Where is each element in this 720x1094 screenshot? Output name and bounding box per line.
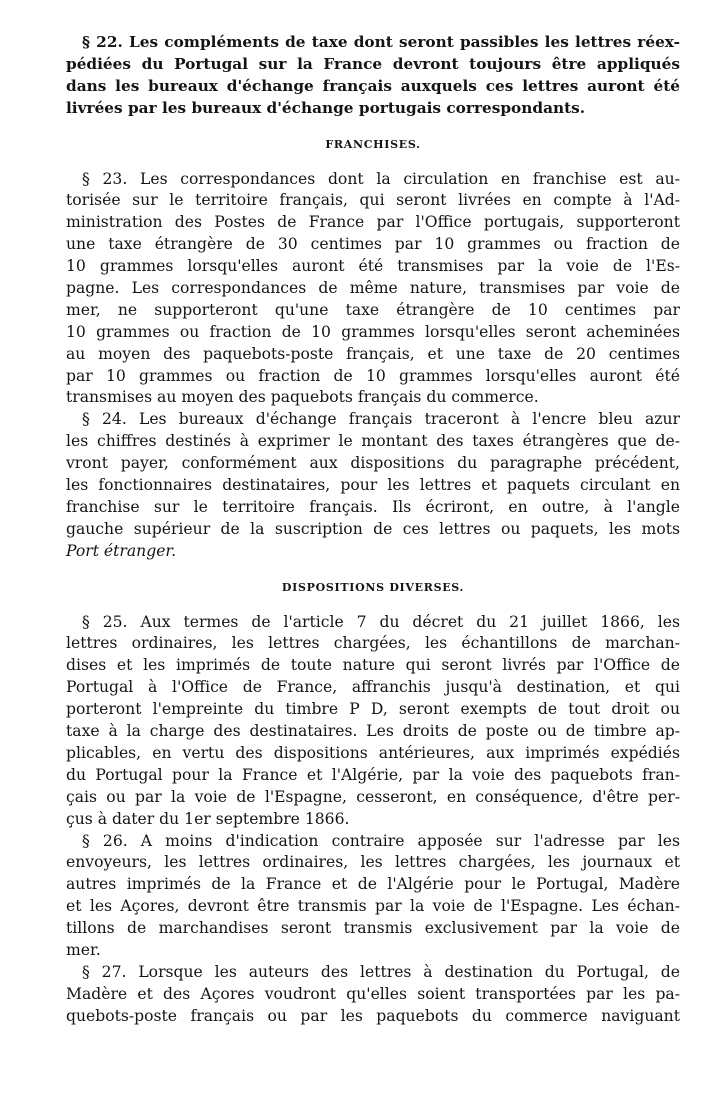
text-line: dises et les imprimés de toute nature qui seront livrés par l'Office de [66,656,680,675]
text-line: porteront l'empreinte du timbre P D, seront exempts de tout droit ou [66,700,680,719]
text-line: du Portugal pour la France et l'Algérie, par la voie des paquebots fran- [66,765,680,784]
text-line: çus à dater du 1er septembre 1866. [66,809,350,828]
text-line: transmises au moyen des paquebots français du commerce. [66,388,539,407]
text-line: § 23. Les correspondances dont la circulation en franchise est au- [82,169,680,188]
paragraph-24 [66,409,680,562]
section-heading-dispositions: DISPOSITIONS DIVERSES. [281,580,465,594]
text-line-italic: Port étranger. [66,541,177,560]
text-line: vront payer, conformément aux dispositions du paragraphe précédent, [66,454,680,473]
text-line: et les Açores, devront être transmis par la voie de l'Espagne. Les échan- [66,897,680,916]
paragraph-23 [66,169,680,410]
text-line: mer. [66,940,101,959]
text-line: une taxe étrangère de 30 centimes par 10 grammes ou fraction de [66,235,680,254]
text-line: § 26. A moins d'indication contraire apposée sur l'adresse par les [82,831,680,850]
text-line: torisée sur le territoire français, qui seront livrées en compte à l'Ad- [66,191,680,210]
text-line: par 10 grammes ou fraction de 10 grammes lorsqu'elles auront été [66,366,680,385]
text-line: § 27. Lorsque les auteurs des lettres à destination du Portugal, de [82,962,680,981]
text-line: 10 grammes ou fraction de 10 grammes lorsqu'elles seront acheminées [66,322,680,341]
paragraph-27 [66,962,680,1028]
text-line: envoyeurs, les lettres ordinaires, les lettres chargées, les journaux et [66,853,680,872]
text-line: Madère et des Açores voudront qu'elles soient transportées par les pa- [66,984,680,1003]
text-line: § 25. Aux termes de l'article 7 du décret du 21 juillet 1866, les [82,612,680,631]
text-line: tillons de marchandises seront transmis exclusivement par la voie de [66,919,680,938]
text-line: § 22. Les compléments de taxe dont seront passibles les lettres réex- [82,33,680,51]
text-line: plicables, en vertu des dispositions antérieures, aux imprimés expédiés [66,743,680,762]
text-line: mer, ne supporteront qu'une taxe étrangère de 10 centimes par [66,300,680,319]
text-line: 10 grammes lorsqu'elles auront été transmises par la voie de l'Es- [66,257,680,276]
section-heading-franchises: FRANCHISES. [325,137,421,151]
text-line: § 24. Les bureaux d'échange français traceront à l'encre bleu azur [82,410,680,429]
text-line: Portugal à l'Office de France, affranchis jusqu'à destination, et qui [66,678,680,697]
document-page [66,32,680,1028]
text-line: les chiffres destinés à exprimer le montant des taxes étrangères que de- [66,432,680,451]
text-line: au moyen des paquebots-poste français, et une taxe de 20 centimes [66,344,680,363]
text-line: les fonctionnaires destinataires, pour les lettres et paquets circulant en [66,476,680,495]
text-line: gauche supérieur de la suscription de ces lettres ou paquets, les mots [66,519,680,538]
text-line: çais ou par la voie de l'Espagne, cesseront, en conséquence, d'être per- [66,787,680,806]
text-line: franchise sur le territoire français. Ils écriront, en outre, à l'angle [66,497,680,516]
text-line: lettres ordinaires, les lettres chargées, les échantillons de marchan- [66,634,680,653]
text-line: quebots-poste français ou par les paquebots du commerce naviguant [66,1006,680,1025]
text-line: livrées par les bureaux d'échange portugais correspondants. [66,98,586,117]
text-line: dans les bureaux d'échange français auxquels ces lettres auront été [66,76,680,95]
text-line: taxe à la charge des destinataires. Les droits de poste ou de timbre ap- [66,722,680,741]
text-line: pagne. Les correspondances de même nature, transmises par voie de [66,279,680,298]
paragraph-26 [66,831,680,962]
paragraph-22 [66,32,680,120]
text-line: pédiées du Portugal sur la France devront toujours être appliqués [66,54,680,73]
paragraph-25 [66,612,680,831]
text-line: autres imprimés de la France et de l'Algérie pour le Portugal, Madère [66,875,680,894]
text-line: ministration des Postes de France par l'Office portugais, supporteront [66,213,680,232]
